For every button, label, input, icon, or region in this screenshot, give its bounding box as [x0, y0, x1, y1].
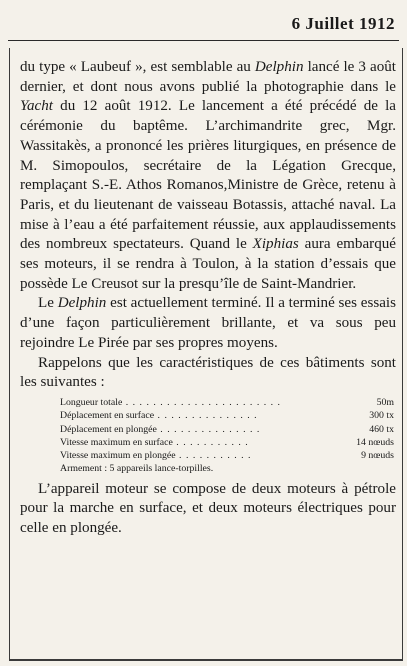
spec-label: Déplacement en plongée	[60, 423, 157, 435]
spec-label: Longueur totale	[60, 396, 123, 408]
specifications-table	[60, 396, 396, 476]
article-column	[9, 48, 403, 661]
publication-name-yacht: Yacht	[20, 98, 53, 115]
paragraph-1	[20, 58, 396, 294]
leader-dots: . . . . . . . . . . . . . . . . . . . . . . .	[122, 396, 281, 408]
p1-text-d: aura embarqué ses moteurs, il se rendra à Toulon, à la station d’essais que possède Le Creusot sur la presqu’île de Saint-Mandrier.	[20, 236, 396, 292]
paragraph-3: Rappelons que les caractéristiques de ces bâtiments sont les suivantes :	[20, 354, 396, 391]
spec-label: Vitesse maximum en plongée	[60, 450, 176, 462]
header-date: 6 Juillet 1912	[291, 14, 395, 33]
leader-dots: . . . . . . . . . . .	[172, 436, 249, 448]
bottom-rule	[10, 659, 402, 660]
spec-value: 9 nœuds	[361, 450, 394, 462]
leader-dots: . . . . . . . . . . .	[175, 450, 252, 462]
leader-dots: . . . . . . . . . . . . . . .	[156, 423, 261, 435]
armament-line: Armement : 5 appareils lance-torpilles.	[60, 463, 214, 475]
p1-text-c: du 12 août 1912. Le lancement a été précédé de la cérémonie du baptême. L’archimandrite grec, Mgr. Wassitakès, a prononcé les prières liturgiques, en présence de M. Simopoulos, secrétaire de la Légation Grecque, remplaçant S.-E. Athos Romanos,Ministre de Grèce, retenu à Paris, et du lieutenant de vaisseau Botassis, attaché naval. La mise à l’eau a été parfaitement réussie, aux applaudissements des nombreux spectateurs. Quand le	[20, 98, 396, 253]
spec-row	[60, 423, 396, 436]
p2-text-a: Le	[38, 295, 58, 312]
p2-text-b: est actuellement terminé. Il a terminé ses essais d’une façon particulièrement brillante, et va sous peu rejoindre Le Pirée par ses propres moyens.	[20, 295, 396, 351]
spec-value: 300 tx	[369, 410, 394, 422]
p1-text-a: du type « Laubeuf », est semblable au	[20, 59, 255, 75]
ship-name-delphin-2: Delphin	[57, 295, 107, 312]
spec-value: 14 nœuds	[356, 436, 394, 448]
p1-text-b: lancé le 3 août dernier, et dont nous avons publié la photographie dans le	[20, 59, 396, 95]
spec-label: Vitesse maximum en surface	[60, 436, 173, 448]
spec-row	[60, 396, 396, 409]
ship-name-delphin: Delphin	[254, 59, 304, 75]
spec-row	[60, 449, 396, 462]
paragraph-2	[20, 294, 396, 353]
page-header	[8, 10, 399, 41]
spec-row	[60, 436, 396, 449]
spec-value: 50m	[376, 396, 394, 408]
article-text	[20, 58, 396, 539]
spec-value: 460 tx	[369, 423, 394, 435]
leader-dots: . . . . . . . . . . . . . . .	[154, 410, 258, 422]
ship-name-xiphias: Xiphias	[252, 236, 299, 253]
spec-label: Déplacement en surface	[60, 410, 155, 422]
spec-row	[60, 409, 396, 422]
paragraph-4: L’appareil moteur se compose de deux moteurs à pétrole pour la marche en surface, et deux moteurs électriques pour celle en plongée.	[20, 480, 396, 537]
